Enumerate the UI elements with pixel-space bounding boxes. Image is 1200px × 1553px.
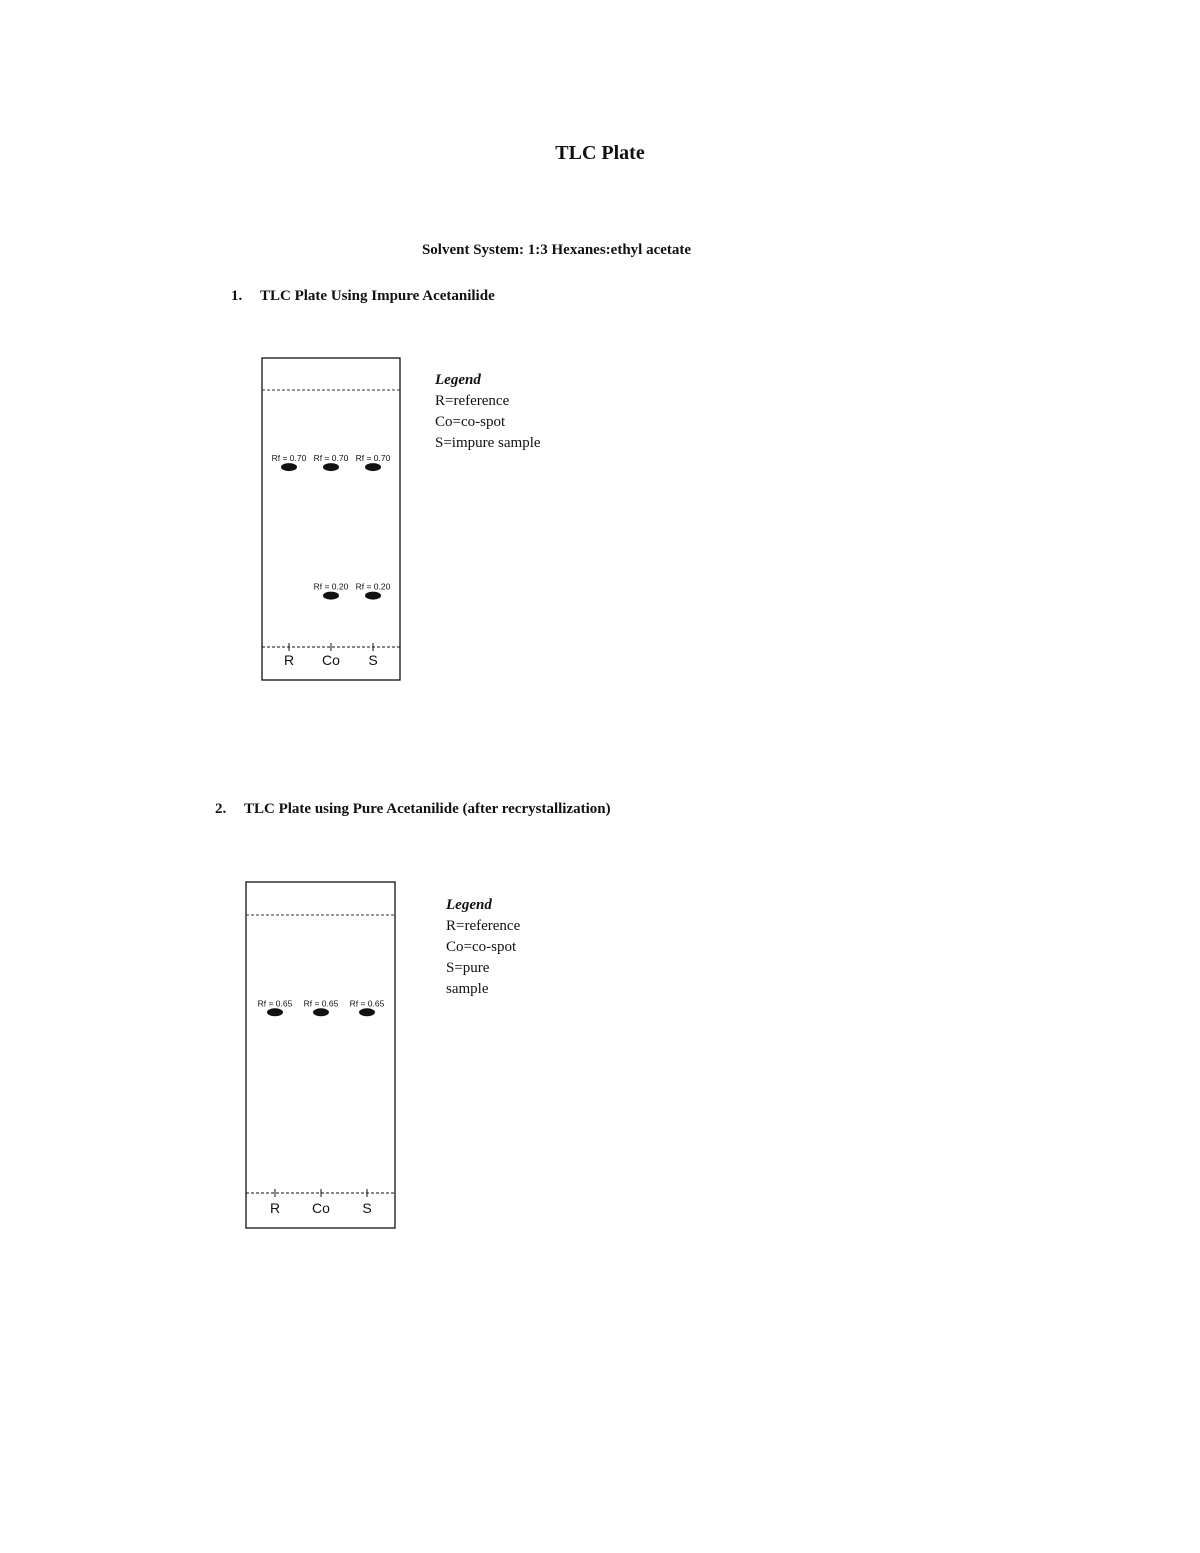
legend-item: S=impure sample [435, 435, 541, 451]
lane-label: Co [312, 1200, 330, 1216]
tlc-spot [267, 1008, 283, 1016]
tlc-spot [359, 1008, 375, 1016]
legend-item: R=reference [435, 393, 510, 409]
solvent-system-label: Solvent System: 1:3 Hexanes:ethyl acetate [421, 242, 692, 258]
legend-title: Legend [446, 897, 492, 913]
tlc-plate-1 [262, 358, 400, 680]
rf-value-label: Rf = 0.65 [303, 998, 339, 1009]
tlc-spot [323, 592, 339, 600]
legend-item: R=reference [446, 918, 521, 934]
tlc-spot [281, 463, 297, 471]
legend-item: S=pure sample [446, 960, 490, 997]
page-title: TLC Plate [555, 142, 645, 164]
legend-title: Legend [435, 372, 481, 388]
tlc-spot [323, 463, 339, 471]
rf-value-label: Rf = 0.20 [313, 581, 349, 592]
lane-label: R [283, 652, 295, 668]
section-1-title: TLC Plate Using Impure Acetanilide [260, 288, 495, 304]
section-2-number: 2. [215, 801, 227, 817]
lane-label: Co [322, 652, 340, 668]
plate-outline [262, 358, 400, 680]
tlc-spot [365, 463, 381, 471]
lane-label: S [368, 652, 378, 668]
rf-value-label: Rf = 0.65 [349, 998, 385, 1009]
section-2-title: TLC Plate using Pure Acetanilide (after recrystallization) [244, 801, 611, 817]
rf-value-label: Rf = 0.70 [355, 453, 391, 464]
legend-item: Co=co-spot [446, 939, 517, 955]
lane-label: S [362, 1200, 372, 1216]
lane-label: R [269, 1200, 281, 1216]
rf-value-label: Rf = 0.20 [355, 581, 391, 592]
rf-value-label: Rf = 0.70 [271, 453, 307, 464]
section-1-number: 1. [231, 288, 243, 304]
tlc-spot [313, 1008, 329, 1016]
tlc-spot [365, 592, 381, 600]
legend-item: Co=co-spot [435, 414, 506, 430]
tlc-plate-2 [246, 882, 395, 1228]
rf-value-label: Rf = 0.65 [257, 998, 293, 1009]
plate-outline [246, 882, 395, 1228]
rf-value-label: Rf = 0.70 [313, 453, 349, 464]
